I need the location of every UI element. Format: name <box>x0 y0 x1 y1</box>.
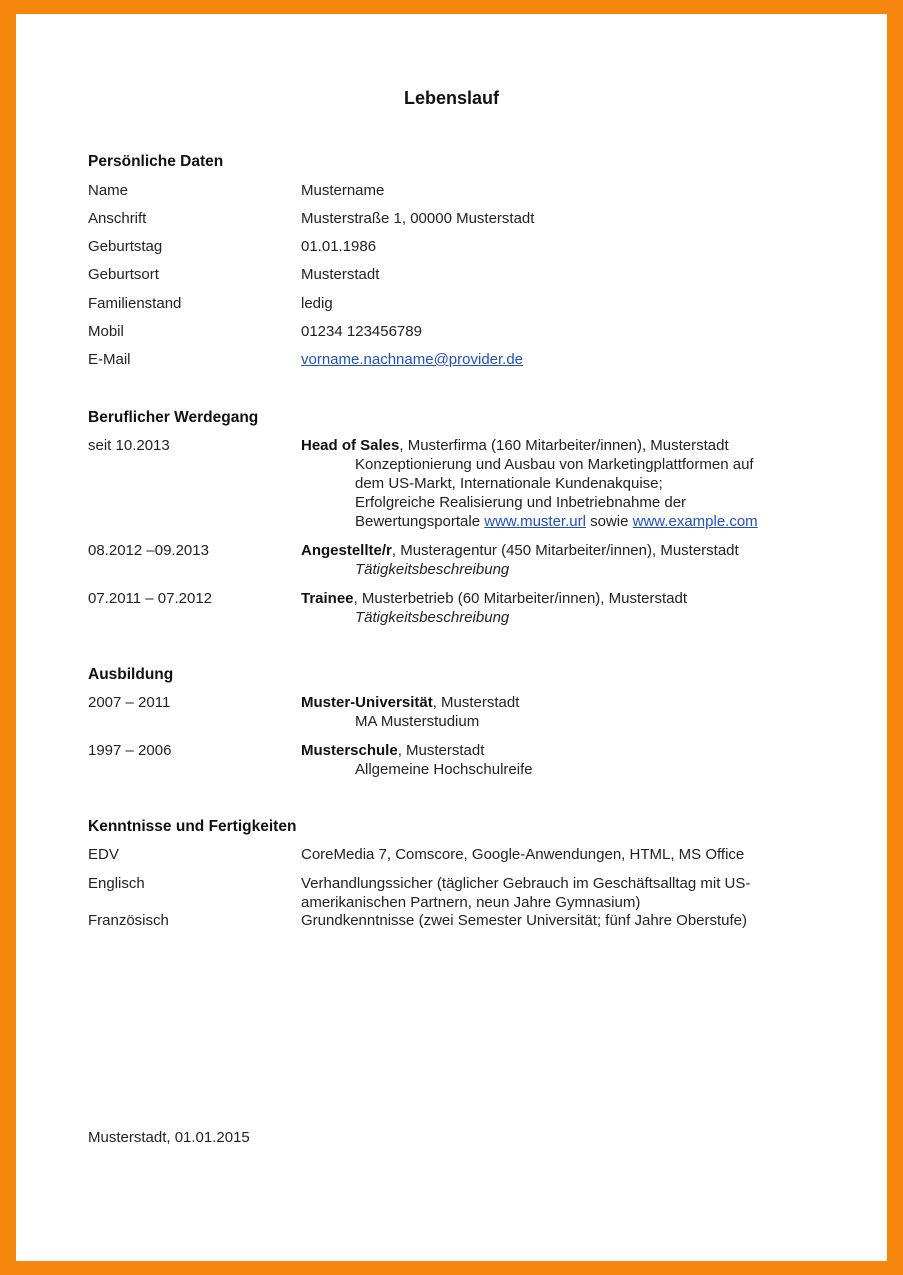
job-role: Head of Sales <box>301 437 400 454</box>
job-title-line <box>301 436 729 455</box>
birthplace-value: Musterstadt <box>301 266 380 283</box>
career-heading: Beruflicher Werdegang <box>88 409 259 426</box>
job-title-line <box>301 589 687 608</box>
education-school: Musterschule <box>301 742 398 759</box>
name-label: Name <box>88 182 129 199</box>
muster-url-link[interactable]: www.muster.url <box>484 513 586 530</box>
email-link[interactable]: vorname.nachname@provider.de <box>301 351 524 368</box>
job-desc-line: Konzeptionierung und Ausbau von Marketingplattformen auf <box>355 456 754 473</box>
job-desc: Tätigkeitsbeschreibung <box>355 561 510 578</box>
email-label: E-Mail <box>88 351 131 368</box>
skill-label: Französisch <box>88 912 169 929</box>
education-place: , Musterstadt <box>432 694 520 711</box>
job-desc-prefix: Bewertungsportale <box>355 513 485 530</box>
job-desc-line: dem US-Markt, Internationale Kundenakquise; <box>355 475 663 492</box>
education-school: Muster-Universität <box>301 694 433 711</box>
skill-value: Verhandlungssicher (täglicher Gebrauch im Geschäftsalltag mit US- <box>301 875 751 892</box>
marital-status-value: ledig <box>301 295 333 312</box>
education-place: , Musterstadt <box>397 742 485 759</box>
document-title: Lebenslauf <box>403 88 500 108</box>
example-com-link[interactable]: www.example.com <box>632 513 758 530</box>
job-role: Trainee <box>301 590 354 607</box>
job-company: , Musterbetrieb (60 Mitarbeiter/innen), Musterstadt <box>353 590 688 607</box>
education-degree: MA Musterstudium <box>355 713 480 730</box>
job-date: seit 10.2013 <box>88 437 170 454</box>
skill-value: CoreMedia 7, Comscore, Google-Anwendungen, HTML, MS Office <box>301 846 745 863</box>
job-role: Angestellte/r <box>301 542 392 559</box>
education-school-line <box>301 693 519 712</box>
education-school-line <box>301 741 484 760</box>
education-date: 2007 – 2011 <box>88 694 171 711</box>
job-company: , Musteragentur (450 Mitarbeiter/innen), Musterstadt <box>391 542 739 559</box>
name-value: Mustername <box>301 182 385 199</box>
job-company: , Musterfirma (160 Mitarbeiter/innen), Musterstadt <box>399 437 729 454</box>
personal-heading: Persönliche Daten <box>88 153 224 170</box>
skills-heading: Kenntnisse und Fertigkeiten <box>88 818 297 835</box>
address-value: Musterstraße 1, 00000 Musterstadt <box>301 210 535 227</box>
birthplace-label: Geburtsort <box>88 266 159 283</box>
education-heading: Ausbildung <box>88 666 174 683</box>
birthday-value: 01.01.1986 <box>301 238 377 255</box>
mobile-value: 01234 123456789 <box>301 323 422 340</box>
skill-label: EDV <box>88 846 119 863</box>
job-date: 07.2011 – 07.2012 <box>88 590 213 607</box>
marital-status-label: Familienstand <box>88 295 182 312</box>
job-title-line <box>301 541 739 560</box>
skill-value: amerikanischen Partnern, neun Jahre Gymnasium) <box>301 894 641 911</box>
education-date: 1997 – 2006 <box>88 742 172 759</box>
job-desc-line <box>355 512 758 531</box>
education-degree: Allgemeine Hochschulreife <box>355 761 533 778</box>
cv-page <box>16 14 887 1261</box>
skill-value: Grundkenntnisse (zwei Semester Universität; fünf Jahre Oberstufe) <box>301 912 748 929</box>
job-desc-line: Erfolgreiche Realisierung und Inbetriebnahme der <box>355 494 687 511</box>
place-date-signature: Musterstadt, 01.01.2015 <box>88 1129 250 1146</box>
job-desc: Tätigkeitsbeschreibung <box>355 609 510 626</box>
job-date: 08.2012 –09.2013 <box>88 542 209 559</box>
address-label: Anschrift <box>88 210 147 227</box>
skill-label: Englisch <box>88 875 145 892</box>
job-desc-between: sowie <box>585 513 633 530</box>
mobile-label: Mobil <box>88 323 124 340</box>
birthday-label: Geburtstag <box>88 238 163 255</box>
